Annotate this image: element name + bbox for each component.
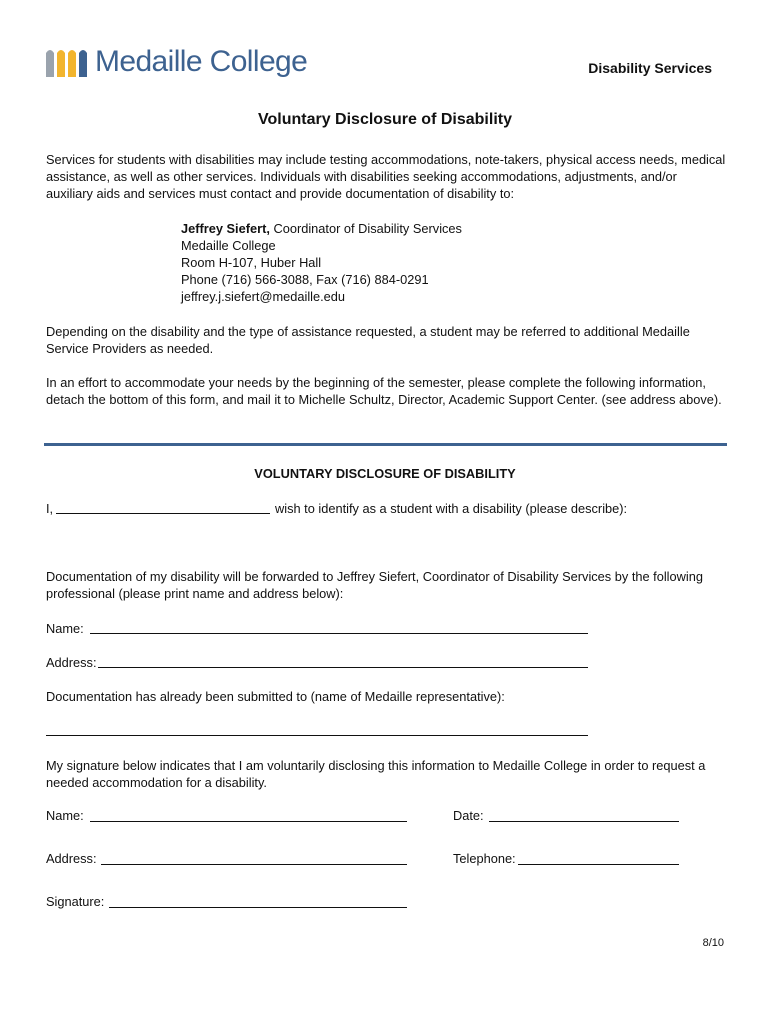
page-title: Voluntary Disclosure of Disability	[258, 111, 512, 128]
prof-address-field[interactable]	[98, 667, 588, 668]
intro-paragraph: Services for students with disabilities may include testing accommodations, note-takers, physical access needs, medical assistance, as well as other services. Individuals with disabilities seeking accommodations, adjustments, and/or auxiliary aids and services must contact and provide documentation of disability to:	[46, 152, 726, 201]
identify-suffix: wish to identify as a student with a disability (please describe):	[275, 501, 628, 516]
prof-address-label: Address:	[46, 655, 97, 670]
contact-email[interactable]: jeffrey.j.siefert@medaille.edu	[181, 289, 346, 304]
representative-name-field[interactable]	[46, 735, 588, 736]
telephone-field[interactable]	[518, 864, 679, 865]
contact-org: Medaille College	[181, 238, 276, 253]
submitted-label: Documentation has already been submitted to (name of Medaille representative):	[46, 689, 505, 704]
signature-label: Signature:	[46, 894, 105, 909]
telephone-label: Telephone:	[453, 851, 516, 866]
identify-prefix: I,	[46, 501, 54, 516]
section-divider	[44, 443, 727, 446]
documentation-paragraph: Documentation of my disability will be forwarded to Jeffrey Siefert, Coordinator of Disability Services by the following professional (please print name and address below):	[46, 569, 703, 601]
signature-field[interactable]	[109, 907, 407, 908]
student-name-label: Name:	[46, 808, 84, 823]
college-name: Medaille College	[95, 45, 308, 78]
contact-role: Coordinator of Disability Services	[269, 221, 462, 236]
college-logo-icon	[46, 47, 90, 77]
student-address-field[interactable]	[101, 864, 407, 865]
date-label: Date:	[453, 808, 484, 823]
signature-statement: My signature below indicates that I am voluntarily disclosing this information to Medaille College in order to request a needed accommodation for a disability.	[46, 758, 706, 790]
date-field[interactable]	[489, 821, 679, 822]
student-name-field[interactable]	[90, 821, 407, 822]
contact-phone: Phone (716) 566-3088, Fax (716) 884-0291	[181, 272, 429, 287]
contact-room: Room H-107, Huber Hall	[181, 255, 322, 270]
form-version: 8/10	[702, 937, 724, 949]
contact-block	[181, 220, 462, 305]
instructions-paragraph: In an effort to accommodate your needs by the beginning of the semester, please complete the following information, detach the bottom of this form, and mail it to Michelle Schultz, Director, Academic Support Center. (see address above).	[46, 375, 722, 407]
form-section-title: VOLUNTARY DISCLOSURE OF DISABILITY	[254, 466, 516, 481]
contact-name: Jeffrey Siefert,	[181, 221, 270, 236]
contact-name-line	[181, 220, 462, 237]
student-address-label: Address:	[46, 851, 97, 866]
student-name-blank[interactable]	[56, 513, 270, 514]
department-name: Disability Services	[588, 60, 712, 76]
referral-paragraph: Depending on the disability and the type of assistance requested, a student may be referred to additional Medaille Service Providers as needed.	[46, 324, 690, 356]
prof-name-label: Name:	[46, 621, 84, 636]
prof-name-field[interactable]	[90, 633, 588, 634]
